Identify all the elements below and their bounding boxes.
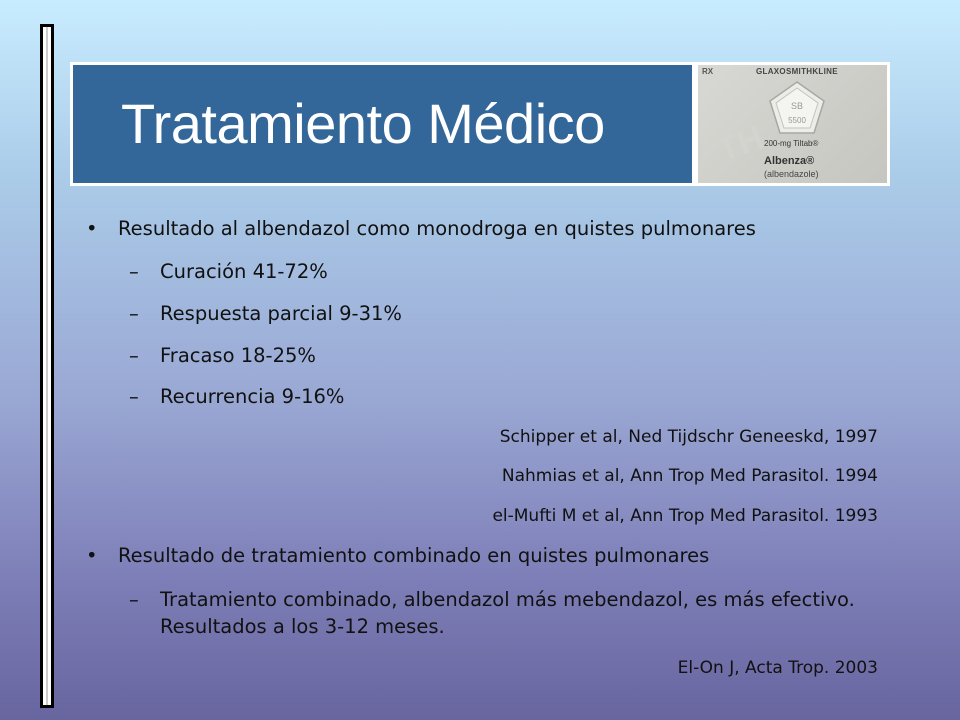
pill-watermark: TH <box>712 118 769 170</box>
sub-item-text: Fracaso 18-25% <box>160 344 316 367</box>
sub-item-text: Tratamiento combinado, albendazol más mebendazol, es más efectivo. Resultados a los 3-12 meses. <box>160 588 855 638</box>
sub-item-text: Recurrencia 9-16% <box>160 385 345 408</box>
bullet-marker: • <box>86 544 98 567</box>
reference-4: El-On J, Acta Trop. 2003 <box>677 658 878 678</box>
title-banner <box>70 62 695 186</box>
sub-item-2-1 <box>129 586 860 640</box>
sub-item-text: Respuesta parcial 9-31% <box>160 302 402 325</box>
pill-brand-name: Albenza® <box>764 155 815 167</box>
dash-marker: – <box>129 385 139 408</box>
reference-3: el-Mufti M et al, Ann Trop Med Parasitol. 1993 <box>492 506 878 526</box>
pill-imprint-bottom: 5500 <box>788 116 806 125</box>
bullet-item-2 <box>86 544 710 567</box>
pill-rx-label: RX <box>702 67 714 76</box>
pill-dose-label: 200-mg Tiltab® <box>764 139 819 148</box>
pill-tablet-icon <box>766 79 828 137</box>
dash-marker: – <box>129 344 139 367</box>
dash-marker: – <box>129 588 139 611</box>
bullet-text: Resultado al albendazol como monodroga en quistes pulmonares <box>118 217 756 240</box>
reference-1: Schipper et al, Ned Tijdschr Geneeskd, 1997 <box>499 427 878 447</box>
bullet-marker: • <box>86 217 98 240</box>
pill-manufacturer-label: GLAXOSMITHKLINE <box>756 67 838 76</box>
sub-item-text: Curación 41-72% <box>160 260 328 283</box>
sub-item-1-1 <box>129 260 328 283</box>
left-vertical-bar <box>40 24 54 708</box>
sub-item-1-4 <box>129 385 345 408</box>
pill-generic-name: (albendazole) <box>764 169 819 179</box>
dash-marker: – <box>129 260 139 283</box>
sub-item-1-2 <box>129 302 402 325</box>
sub-item-1-3 <box>129 344 316 367</box>
albenza-pill-image <box>695 62 890 186</box>
slide-title: Tratamiento Médico <box>121 92 605 155</box>
dash-marker: – <box>129 302 139 325</box>
bullet-item-1 <box>86 217 756 240</box>
reference-2: Nahmias et al, Ann Trop Med Parasitol. 1994 <box>501 466 878 486</box>
bullet-text: Resultado de tratamiento combinado en quistes pulmonares <box>118 544 710 567</box>
pill-imprint-top: SB <box>790 101 804 111</box>
